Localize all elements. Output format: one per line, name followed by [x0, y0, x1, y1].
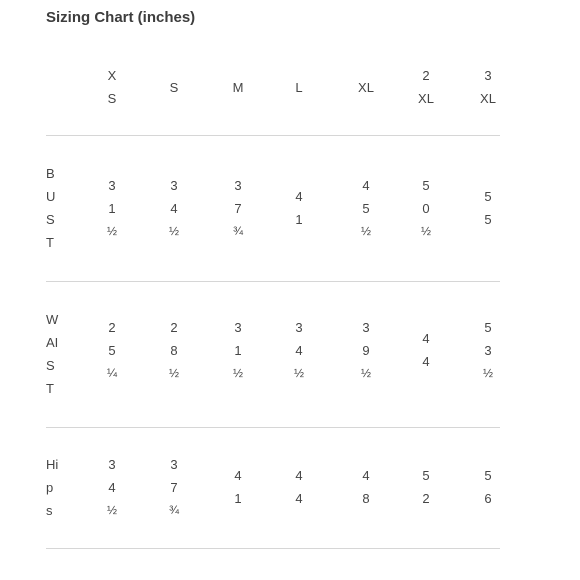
- size-header-xs-line1: X: [107, 68, 117, 83]
- hips-s-d2: 7: [170, 479, 178, 495]
- size-header-2xl: [410, 62, 442, 112]
- hips-2xl-d1: 5: [422, 468, 430, 483]
- bust-xs: [96, 160, 128, 256]
- hips-xs-d3: ½: [106, 502, 117, 517]
- waist-2xl: [410, 306, 442, 402]
- row-label-bust-l4: T: [46, 235, 54, 250]
- hips-2xl-d2: 2: [422, 491, 430, 506]
- size-header-xs: [96, 62, 128, 112]
- row-label-bust-l3: S: [46, 212, 55, 227]
- waist-s: [158, 306, 190, 402]
- waist-m: [222, 306, 254, 402]
- waist-l-d3: ½: [293, 366, 304, 380]
- size-header-3xl: [472, 62, 504, 112]
- bust-xs-d2: 1: [108, 200, 116, 216]
- waist-3xl-d1: 5: [484, 320, 492, 335]
- waist-xl: [350, 306, 382, 402]
- bust-2xl-d2: 0: [422, 200, 430, 216]
- row-label-waist-l2: AI: [46, 335, 59, 350]
- waist-3xl-d3: ½: [482, 366, 493, 380]
- size-header-xl-line1: XL: [358, 79, 374, 95]
- waist-m-d3: ½: [232, 366, 243, 380]
- row-label-hips-l1: Hi: [46, 456, 59, 472]
- waist-xl-d1: 3: [362, 320, 370, 335]
- bust-l-d1: 4: [295, 189, 303, 204]
- bust-s-d2: 4: [170, 200, 178, 216]
- bust-s-d1: 3: [170, 177, 178, 193]
- hips-s-d1: 3: [170, 456, 178, 472]
- hips-3xl: [472, 451, 504, 523]
- hips-m-d2: 1: [234, 491, 242, 506]
- bust-xs-d1: 3: [108, 177, 116, 193]
- bust-3xl-d2: 5: [484, 212, 492, 227]
- size-header-3xl-line1: 3: [484, 68, 492, 83]
- row-label-hips-l3: s: [46, 502, 53, 518]
- bust-m: [222, 160, 254, 256]
- size-header-l-line1: L: [295, 79, 303, 95]
- waist-3xl-d2: 3: [484, 343, 492, 358]
- waist-l: [283, 306, 315, 402]
- divider-bust: [46, 281, 500, 282]
- hips-xs: [96, 451, 128, 523]
- bust-xl: [350, 160, 382, 256]
- hips-l-d1: 4: [295, 468, 303, 483]
- size-header-xs-line2: S: [107, 91, 117, 106]
- bust-3xl: [472, 160, 504, 256]
- bust-l-d2: 1: [295, 212, 303, 227]
- waist-xs-d2: 5: [108, 343, 116, 358]
- divider-hips: [46, 548, 500, 549]
- bust-2xl-d3: ½: [420, 223, 431, 238]
- size-header-m-line1: M: [232, 79, 244, 95]
- hips-xl-d1: 4: [362, 468, 370, 483]
- bust-xs-d3: ½: [106, 223, 117, 238]
- row-label-waist: [46, 306, 76, 402]
- size-header-l: [283, 62, 315, 112]
- page-title: Sizing Chart (inches): [46, 9, 196, 26]
- size-header-s: [158, 62, 190, 112]
- waist-xl-d3: ½: [360, 366, 371, 380]
- bust-m-d1: 3: [234, 177, 242, 193]
- waist-m-d1: 3: [234, 320, 242, 335]
- bust-xl-d3: ½: [360, 223, 371, 238]
- bust-s-d3: ½: [168, 223, 179, 238]
- waist-l-d2: 4: [295, 343, 303, 358]
- hips-xl-d2: 8: [362, 491, 370, 506]
- size-header-xl: [350, 62, 382, 112]
- divider-waist: [46, 427, 500, 428]
- size-header-m: [222, 62, 254, 112]
- hips-m: [222, 451, 254, 523]
- waist-3xl: [472, 306, 504, 402]
- row-label-waist-l1: W: [46, 312, 59, 327]
- bust-l: [283, 160, 315, 256]
- waist-2xl-d2: 4: [422, 354, 430, 369]
- row-label-hips-l2: p: [46, 479, 54, 495]
- bust-s: [158, 160, 190, 256]
- waist-m-d2: 1: [234, 343, 242, 358]
- waist-s-d2: 8: [170, 343, 178, 358]
- bust-3xl-d1: 5: [484, 189, 492, 204]
- hips-l-d2: 4: [295, 491, 303, 506]
- row-label-bust-l1: B: [46, 166, 55, 181]
- row-label-bust-l2: U: [46, 189, 56, 204]
- bust-m-d3: ¾: [232, 223, 243, 238]
- size-header-3xl-line2: XL: [480, 91, 496, 106]
- waist-xs: [96, 306, 128, 402]
- bust-xl-d2: 5: [362, 200, 370, 216]
- waist-xs-d3: ¼: [106, 366, 117, 380]
- waist-l-d1: 3: [295, 320, 303, 335]
- hips-m-d1: 4: [234, 468, 242, 483]
- size-header-s-line1: S: [169, 79, 179, 95]
- hips-2xl: [410, 451, 442, 523]
- waist-s-d1: 2: [170, 320, 178, 335]
- hips-3xl-d2: 6: [484, 491, 492, 506]
- waist-xl-d2: 9: [362, 343, 370, 358]
- waist-s-d3: ½: [168, 366, 179, 380]
- hips-l: [283, 451, 315, 523]
- row-label-waist-l4: T: [46, 381, 54, 396]
- hips-xl: [350, 451, 382, 523]
- size-header-2xl-line1: 2: [422, 68, 430, 83]
- hips-3xl-d1: 5: [484, 468, 492, 483]
- hips-xs-d2: 4: [108, 479, 116, 495]
- hips-xs-d1: 3: [108, 456, 116, 472]
- size-header-2xl-line2: XL: [418, 91, 434, 106]
- bust-xl-d1: 4: [362, 177, 370, 193]
- row-label-waist-l3: S: [46, 358, 55, 373]
- bust-2xl: [410, 160, 442, 256]
- hips-s: [158, 451, 190, 523]
- bust-m-d2: 7: [234, 200, 242, 216]
- row-label-bust: [46, 160, 76, 256]
- hips-s-d3: ¾: [168, 502, 179, 517]
- row-label-hips: [46, 451, 76, 523]
- waist-xs-d1: 2: [108, 320, 116, 335]
- divider-header: [46, 135, 500, 136]
- bust-2xl-d1: 5: [422, 177, 430, 193]
- waist-2xl-d1: 4: [422, 331, 430, 346]
